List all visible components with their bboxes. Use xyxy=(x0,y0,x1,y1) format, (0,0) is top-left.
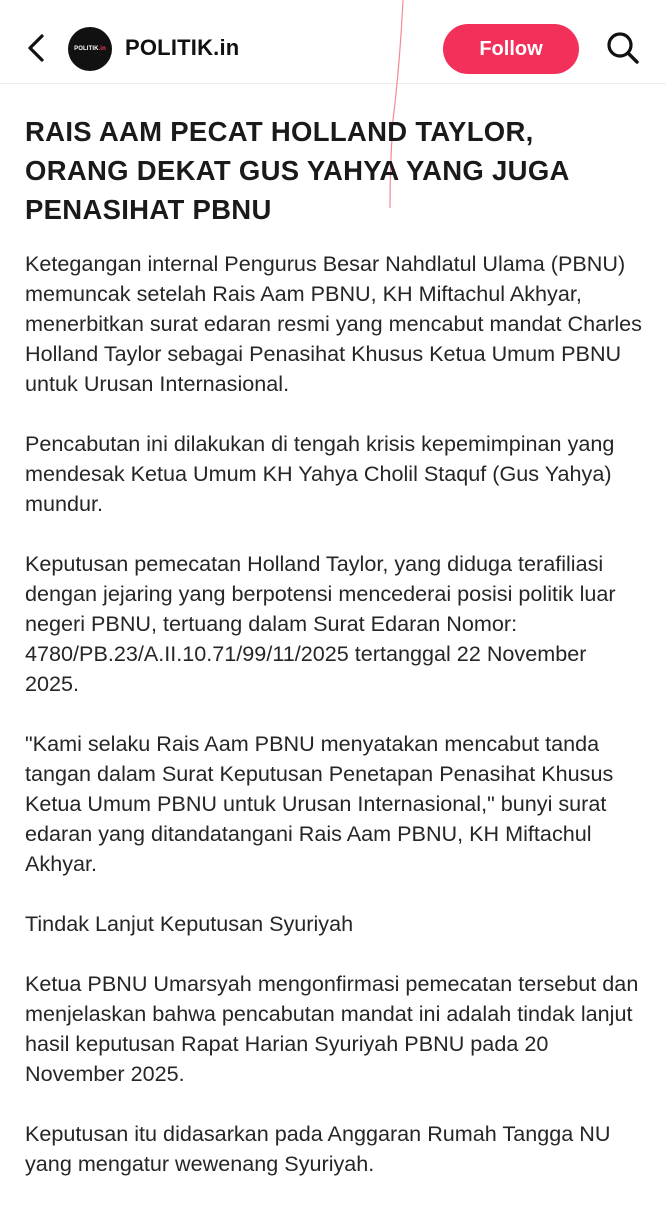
article-subheading: Tindak Lanjut Keputusan Syuriyah xyxy=(25,911,354,936)
publisher-name[interactable]: POLITIK.in xyxy=(125,35,240,60)
search-icon xyxy=(605,30,641,71)
article-paragraph: Keputusan itu didasarkan pada Anggaran Rumah Tangga NU yang mengatur wewenang Syuriyah. xyxy=(25,1121,611,1176)
back-button[interactable] xyxy=(22,30,50,70)
article-paragraph: Keputusan pemecatan Holland Taylor, yang diduga terafiliasi dengan jejaring yang berpotensi mencederai posisi politik luar negeri PBNU, tertuang dalam Surat Edaran Nomor: 4780/PB.23/A.II.10.71/99/11/2025 tertanggal 22 November 2025. xyxy=(25,551,616,696)
chevron-left-icon xyxy=(26,33,46,68)
article-headline: RAIS AAM PECAT HOLLAND TAYLOR, ORANG DEKAT GUS YAHYA YANG JUGA PENASIHAT PBNU xyxy=(25,116,569,225)
follow-button[interactable]: Follow xyxy=(443,24,579,74)
article-paragraph: "Kami selaku Rais Aam PBNU menyatakan mencabut tanda tangan dalam Surat Keputusan Penetapan Penasihat Khusus Ketua Umum PBNU untuk Urusan Internasional," bunyi surat edaran yang ditandatangani Rais Aam PBNU, KH Miftachul Akhyar. xyxy=(25,731,614,876)
publisher-avatar[interactable] xyxy=(68,27,112,71)
article-paragraph: Pencabutan ini dilakukan di tengah krisis kepemimpinan yang mendesak Ketua Umum KH Yahya Cholil Staquf (Gus Yahya) mundur. xyxy=(25,431,615,516)
article-body xyxy=(25,249,645,1209)
article-paragraph: Ketua PBNU Umarsyah mengonfirmasi pemecatan tersebut dan menjelaskan bahwa pencabutan mandat ini adalah tindak lanjut hasil keputusan Rapat Harian Syuriyah PBNU pada 20 November 2025. xyxy=(25,971,639,1086)
search-button[interactable] xyxy=(604,31,642,69)
publisher-logo: POLITIK.in xyxy=(74,46,106,52)
top-navigation-bar xyxy=(0,0,666,84)
article-paragraph: Ketegangan internal Pengurus Besar Nahdlatul Ulama (PBNU) memuncak setelah Rais Aam PBNU, KH Miftachul Akhyar, menerbitkan surat edaran resmi yang mencabut mandat Charles Holland Taylor sebagai Penasihat Khusus Ketua Umum PBNU untuk Urusan Internasional. xyxy=(25,251,642,396)
